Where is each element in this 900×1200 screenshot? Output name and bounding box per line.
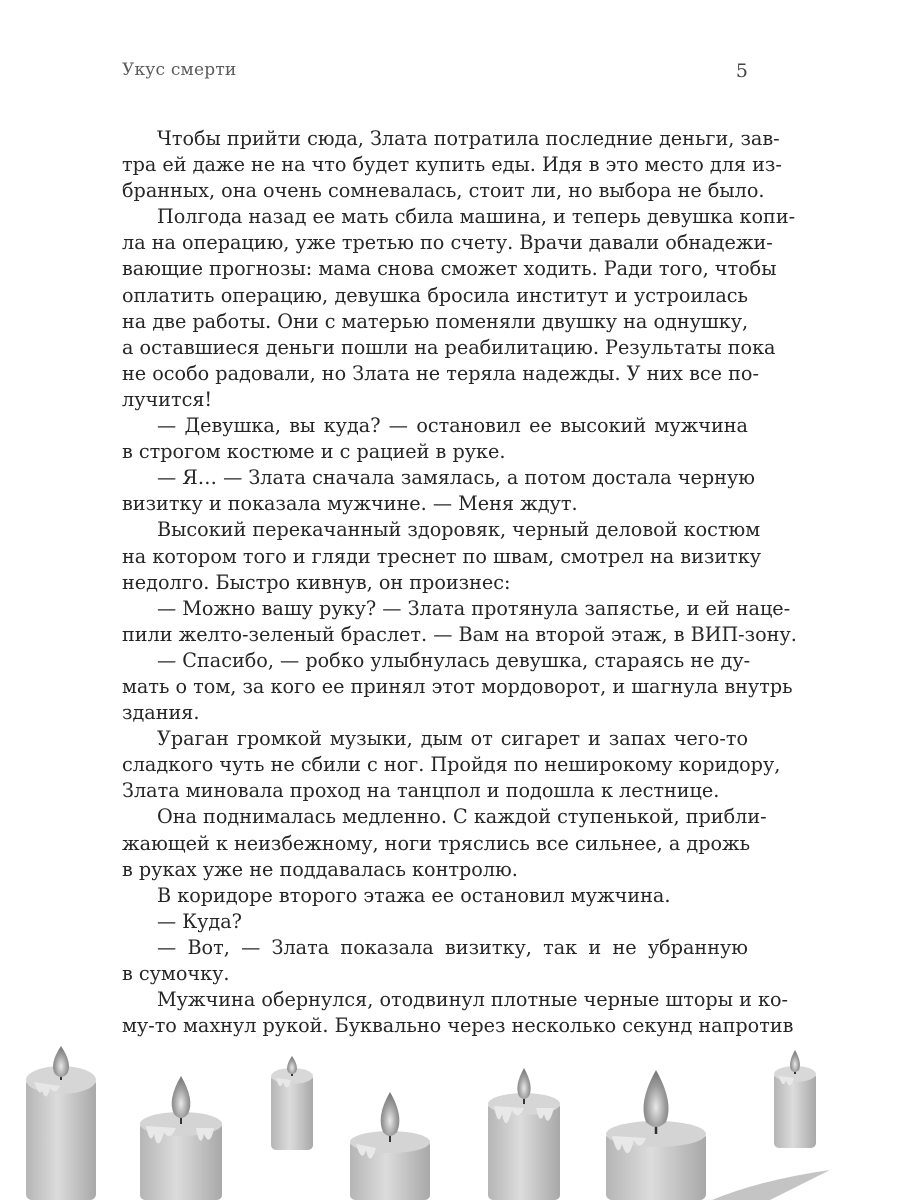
text-line: — Куда? [157,909,242,933]
text-line: Она поднималась медленно. С каждой ступенькой, прибли- [157,805,767,829]
body-text [122,126,797,1039]
candle-icon [26,1046,96,1200]
text-line: мать о том, за кого ее принял этот мордоворот, и шагнула внутрь [122,674,793,698]
candle-icon [271,1056,313,1150]
text-line: — Вот, — Злата показала визитку, так и не убранную [157,935,748,959]
text-line: лучится! [122,387,213,411]
text-line: В коридоре второго этажа ее остановил мужчина. [157,883,671,907]
text-line: Ураган громкой музыки, дым от сигарет и запах чего-то [157,727,748,751]
candle-icon [606,1070,706,1200]
text-line: му-то махнул рукой. Буквально через несколько секунд напротив [122,1014,794,1038]
running-title: Укус смерти [122,60,237,80]
text-line: а оставшиеся деньги пошли на реабилитацию. Результаты пока [122,335,776,359]
wax-spill [712,1170,830,1200]
text-line: не особо радовали, но Злата не теряла надежды. У них все по- [122,361,759,385]
page-number: 5 [735,60,748,82]
text-line: бранных, она очень сомневалась, стоит ли, но выбора не было. [122,179,765,203]
text-line: ла на операцию, уже третью по счету. Врачи давали обнадежи- [122,231,773,255]
text-line: Злата миновала проход на танцпол и подошла к лестнице. [122,779,720,803]
text-line: в строгом костюме и с рацией в руке. [122,440,506,464]
text-line: в руках уже не поддавалась контролю. [122,857,518,881]
text-line: — Девушка, вы куда? — остановил ее высокий мужчина [157,414,748,438]
text-line: оплатить операцию, девушка бросила институт и устроилась [122,283,748,307]
text-line: вающие прогнозы: мама снова сможет ходить. Ради того, чтобы [122,257,777,281]
text-line: Мужчина обернулся, отодвинул плотные черные шторы и ко- [157,988,789,1012]
text-line: жающей к неизбежному, ноги тряслись все сильнее, а дрожь [122,831,751,855]
text-line: на котором того и гляди треснет по швам, смотрел на визитку [122,544,762,568]
text-line: пили желто-зеленый браслет. — Вам на второй этаж, в ВИП-зону. [122,622,797,646]
text-line: — Я… — Злата сначала замялась, а потом достала черную [157,466,755,490]
text-line: визитку и показала мужчине. — Меня ждут. [122,492,578,516]
text-line: сладкого чуть не сбили с ног. Пройдя по неширокому коридору, [122,753,781,777]
candles-illustration [0,1030,900,1200]
candle-icon [350,1092,430,1200]
text-line: Полгода назад ее мать сбила машина, и теперь девушка копи- [157,205,796,229]
text-line: Чтобы прийти сюда, Злата потратила последние деньги, зав- [157,127,780,150]
text-line: тра ей даже не на что будет купить еды. Идя в это место для из- [122,153,782,177]
text-line: здания. [122,701,200,725]
text-line: — Спасибо, — робко улыбнулась девушка, стараясь не ду- [157,648,751,672]
candle-icon [774,1050,816,1148]
text-line: в сумочку. [122,962,230,985]
text-line: на две работы. Они с матерью поменяли двушку на однушку, [122,309,749,333]
text-line: Высокий перекачанный здоровяк, черный деловой костюм [157,518,761,542]
candle-icon [140,1076,222,1200]
candle-icon [488,1068,560,1200]
text-line: недолго. Быстро кивнув, он произнес: [122,570,511,594]
text-line: — Можно вашу руку? — Злата протянула запястье, и ей наце- [157,596,791,620]
